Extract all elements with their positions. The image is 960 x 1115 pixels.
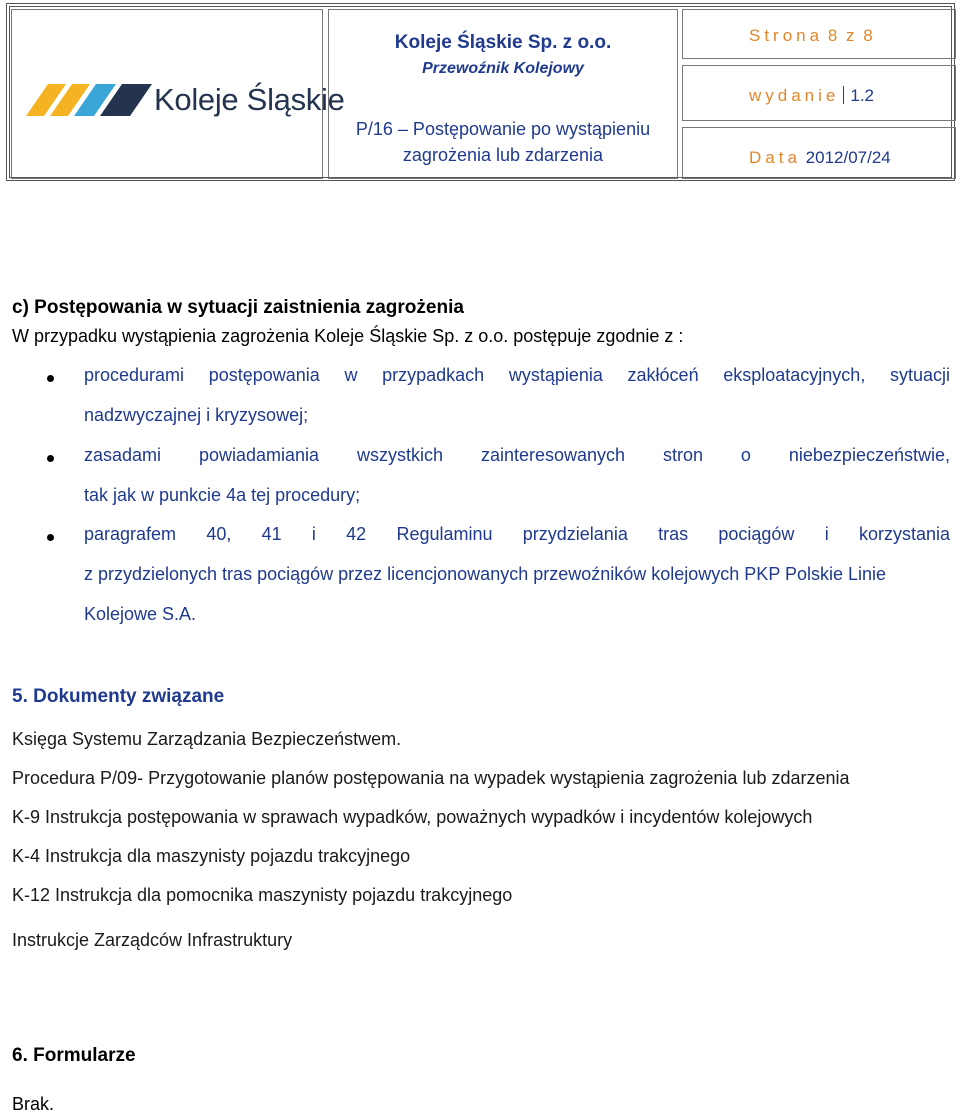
bullet-2-line1: zasadami powiadamiania wszystkich zainteresowanych stron o niebezpieczeństwie, [84,445,950,465]
header-frame [9,6,952,178]
edition-value: 1.2 [850,86,875,105]
bullet-2-line2: tak jak w punkcie 4a tej procedury; [84,485,361,505]
edition-divider [843,86,844,104]
bullet-icon [47,534,54,541]
page-number-cell [682,9,956,59]
bullet-icon [47,375,54,382]
page-current: 8 [827,26,842,45]
edition [749,86,874,106]
bullet-icon [47,455,54,462]
bullet-1-line2: nadzwyczajnej i kryzysowej; [84,405,309,425]
document-title [329,116,677,168]
date-value: 2012/07/24 [805,148,891,167]
related-document: Instrukcje Zarządców Infrastruktury [12,930,293,950]
section-c-heading: c) Postępowania w sytuacji zaistnienia zagrożenia [12,297,464,318]
title-cell [328,9,678,179]
logo-text: Koleje Śląskie [154,82,345,117]
page-of: z [846,26,859,45]
date [749,148,891,168]
related-document: K-9 Instrukcja postępowania w sprawach wypadków, poważnych wypadków i incydentów kolejowych [12,807,813,827]
bullet-3-line1: paragrafem 40, 41 i 42 Regulaminu przydzielania tras pociągów i korzystania [84,524,950,544]
section-6-text: Brak. [12,1094,55,1114]
section-c-intro: W przypadku wystąpienia zagrożenia Koleje Śląskie Sp. z o.o. postępuje zgodnie z : [12,326,684,346]
edition-cell [682,65,956,121]
related-document: K-12 Instrukcja dla pomocnika maszynisty pojazdu trakcyjnego [12,885,513,905]
company-name: Koleje Śląskie Sp. z o.o. [394,32,612,53]
page-label: Strona [749,26,824,45]
section-6-heading: 6. Formularze [12,1045,136,1066]
related-document: Procedura P/09- Przygotowanie planów postępowania na wypadek wystąpienia zagrożenia lub zdarzenia [12,768,850,788]
date-cell [682,127,956,179]
document-header [6,3,955,181]
bullet-3-line2: z przydzielonych tras pociągów przez licencjonowanych przewoźników kolejowych PKP Polskie Linie [84,564,887,584]
company-logo-icon [26,76,156,116]
page-number [749,26,877,46]
date-label: Data [749,148,801,167]
logo-cell [11,9,345,179]
bullet-3-line3: Kolejowe S.A. [84,604,197,624]
company-subtitle: Przewoźnik Kolejowy [422,60,584,77]
document-title-line1: P/16 – Postępowanie po wystąpieniu [355,119,651,139]
bullet-1-line1: procedurami postępowania w przypadkach wystąpienia zakłóceń eksploatacyjnych, sytuacji [84,365,950,385]
related-document: K-4 Instrukcja dla maszynisty pojazdu trakcyjnego [12,846,411,866]
related-document: Księga Systemu Zarządzania Bezpieczeństwem. [12,729,402,749]
edition-label: wydanie [749,86,840,105]
section-5-heading: 5. Dokumenty związane [12,686,225,707]
document-title-line2: zagrożenia lub zdarzenia [402,145,604,165]
page-total: 8 [863,26,877,45]
